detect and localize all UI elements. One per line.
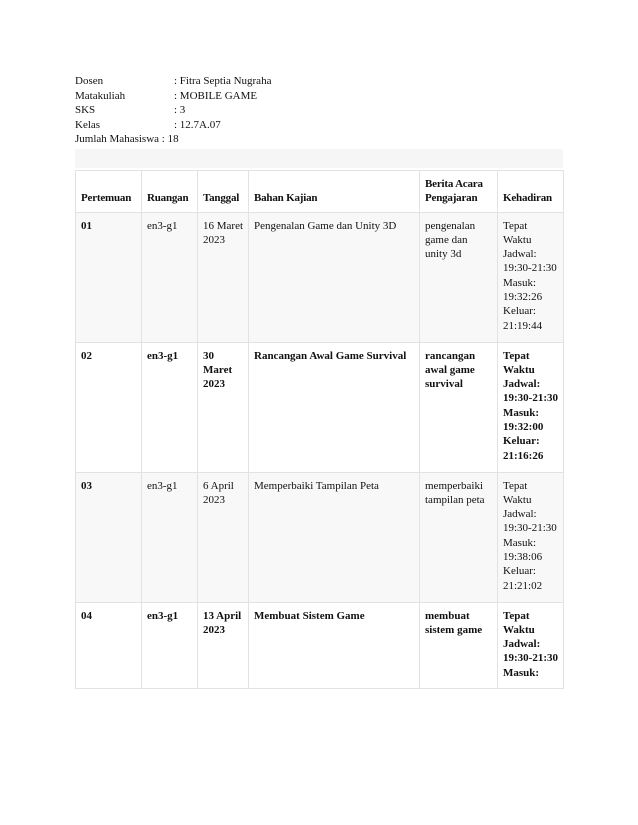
cell-tanggal: 6 April 2023 bbox=[198, 472, 249, 602]
header-bahan-kajian: Bahan Kajian bbox=[249, 171, 420, 213]
cell-pertemuan: 02 bbox=[76, 342, 142, 472]
cell-kehadiran: Tepat Waktu Jadwal: 19:30-21:30 Masuk: 19:38:06 Keluar: 21:21:02 bbox=[498, 472, 564, 602]
cell-ruangan: en3-g1 bbox=[142, 212, 198, 342]
cell-ruangan: en3-g1 bbox=[142, 602, 198, 688]
cell-bahan-kajian: Membuat Sistem Game bbox=[249, 602, 420, 688]
cell-ruangan: en3-g1 bbox=[142, 472, 198, 602]
attendance-table bbox=[75, 170, 564, 689]
header-tanggal: Tanggal bbox=[198, 171, 249, 213]
table-row bbox=[76, 602, 564, 688]
info-value: : 12.7A.07 bbox=[174, 118, 221, 131]
cell-tanggal: 16 Maret 2023 bbox=[198, 212, 249, 342]
cell-berita-acara: membuat sistem game bbox=[420, 602, 498, 688]
cell-kehadiran: Tepat Waktu Jadwal: 19:30-21:30 Masuk: 19:32:26 Keluar: 21:19:44 bbox=[498, 212, 564, 342]
cell-ruangan: en3-g1 bbox=[142, 342, 198, 472]
cell-berita-acara: memperbaiki tampilan peta bbox=[420, 472, 498, 602]
header-pertemuan: Pertemuan bbox=[76, 171, 142, 213]
info-row-jumlah bbox=[75, 132, 271, 147]
info-row-dosen bbox=[75, 74, 271, 89]
cell-tanggal: 30 Maret 2023 bbox=[198, 342, 249, 472]
cell-tanggal: 13 April 2023 bbox=[198, 602, 249, 688]
header-berita-acara: Berita Acara Pengajaran bbox=[420, 171, 498, 213]
cell-bahan-kajian: Pengenalan Game dan Unity 3D bbox=[249, 212, 420, 342]
header-kehadiran: Kehadiran bbox=[498, 171, 564, 213]
table-row bbox=[76, 342, 564, 472]
info-value: : 3 bbox=[174, 104, 186, 117]
info-label: Dosen bbox=[75, 75, 104, 87]
table-row bbox=[76, 212, 564, 342]
cell-bahan-kajian: Rancangan Awal Game Survival bbox=[249, 342, 420, 472]
info-value: : 18 bbox=[159, 133, 179, 146]
cell-kehadiran: Tepat Waktu Jadwal: 19:30-21:30 Masuk: 19:32:00 Keluar: 21:16:26 bbox=[498, 342, 564, 472]
table-header-row bbox=[76, 171, 564, 213]
info-label: Jumlah Mahasiswa bbox=[75, 133, 160, 146]
section-divider-band bbox=[75, 149, 563, 168]
cell-pertemuan: 03 bbox=[76, 472, 142, 602]
info-label: SKS bbox=[75, 104, 96, 117]
course-info bbox=[75, 74, 271, 147]
cell-pertemuan: 01 bbox=[76, 212, 142, 342]
cell-kehadiran: Tepat Waktu Jadwal: 19:30-21:30 Masuk: bbox=[498, 602, 564, 688]
info-value: : MOBILE GAME bbox=[174, 89, 258, 102]
cell-pertemuan: 04 bbox=[76, 602, 142, 688]
info-label: Kelas bbox=[75, 118, 101, 131]
header-ruangan: Ruangan bbox=[142, 171, 198, 213]
info-value: : Fitra Septia Nugraha bbox=[174, 75, 272, 87]
table-row bbox=[76, 472, 564, 602]
cell-berita-acara: pengenalan game dan unity 3d bbox=[420, 212, 498, 342]
info-row-kelas bbox=[75, 118, 271, 133]
info-label: Matakuliah bbox=[75, 89, 126, 102]
cell-berita-acara: rancangan awal game survival bbox=[420, 342, 498, 472]
cell-bahan-kajian: Memperbaiki Tampilan Peta bbox=[249, 472, 420, 602]
info-row-sks bbox=[75, 103, 271, 118]
info-row-matakuliah bbox=[75, 89, 271, 104]
